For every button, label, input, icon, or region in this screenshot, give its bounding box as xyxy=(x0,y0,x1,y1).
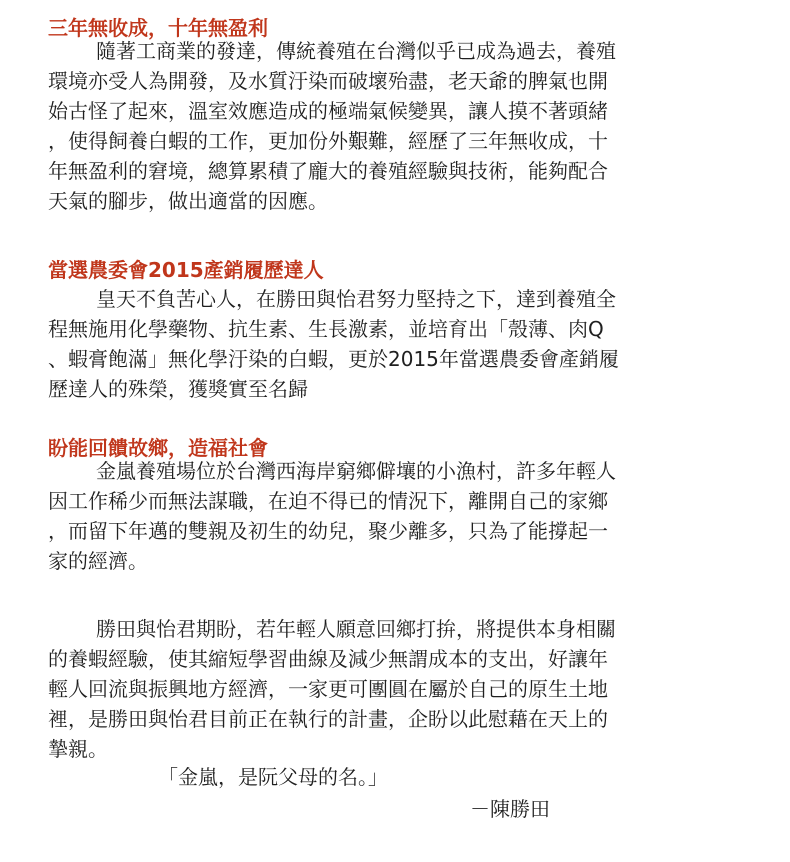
section-1-line-2: 環境亦受人為開發，及水質汙染而破壞殆盡，老天爺的脾氣也開 xyxy=(48,69,608,93)
section-1-line-4: ，使得飼養白蝦的工作，更加份外艱難，經歷了三年無收成，十 xyxy=(48,129,608,153)
section-title-2: 當選農委會2015產銷履歷達人 xyxy=(48,258,324,282)
section-1-line-6: 天氣的腳步，做出適當的因應。 xyxy=(48,189,328,213)
section-1-line-3: 始古怪了起來，溫室效應造成的極端氣候變異，讓人摸不著頭緒 xyxy=(48,99,608,123)
section-4-line-2: 的養蝦經驗，使其縮短學習曲線及減少無謂成本的支出，好讓年 xyxy=(48,647,608,671)
section-1-line-1: 隨著工商業的發達，傳統養殖在台灣似乎已成為過去，養殖 xyxy=(96,39,616,63)
section-3-line-2: 因工作稀少而無法謀職，在迫不得已的情況下，離開自己的家鄉 xyxy=(48,489,608,513)
section-title-3: 盼能回饋故鄉，造福社會 xyxy=(48,436,268,460)
closing-quote: 「金嵐，是阮父母的名。」 xyxy=(158,765,388,789)
section-2-line-2: 程無施用化學藥物、抗生素、生長激素，並培育出「殼薄、肉Q xyxy=(48,317,604,341)
section-4-line-5: 摯親。 xyxy=(48,737,108,761)
section-4-line-1: 勝田與怡君期盼，若年輕人願意回鄉打拚，將提供本身相關 xyxy=(96,617,616,641)
section-3-line-3: ，而留下年邁的雙親及初生的幼兒，聚少離多，只為了能撐起一 xyxy=(48,519,608,543)
section-3-line-1: 金嵐養殖場位於台灣西海岸窮鄉僻壤的小漁村，許多年輕人 xyxy=(96,459,616,483)
section-4-line-3: 輕人回流與振興地方經濟，一家更可團圓在屬於自己的原生土地 xyxy=(48,677,608,701)
section-2-line-4: 歷達人的殊榮，獲獎實至名歸 xyxy=(48,377,308,401)
section-4-paragraph xyxy=(48,614,760,764)
section-3-paragraph xyxy=(48,456,760,576)
section-3-line-4: 家的經濟。 xyxy=(48,549,148,573)
section-2-line-1: 皇天不負苦心人，在勝田與怡君努力堅持之下，達到養殖全 xyxy=(96,287,616,311)
section-1-line-5: 年無盈利的窘境，總算累積了龐大的養殖經驗與技術，能夠配合 xyxy=(48,159,608,183)
section-1-paragraph xyxy=(48,36,760,216)
section-2-line-3: 、蝦膏飽滿」無化學汙染的白蝦，更於2015年當選農委會產銷履 xyxy=(48,347,619,371)
section-title-1: 三年無收成，十年無盈利 xyxy=(48,16,268,40)
section-4-line-4: 裡，是勝田與怡君目前正在執行的計畫，企盼以此慰藉在天上的 xyxy=(48,707,608,731)
signature: －陳勝田 xyxy=(470,797,550,821)
section-2-paragraph xyxy=(48,284,760,404)
